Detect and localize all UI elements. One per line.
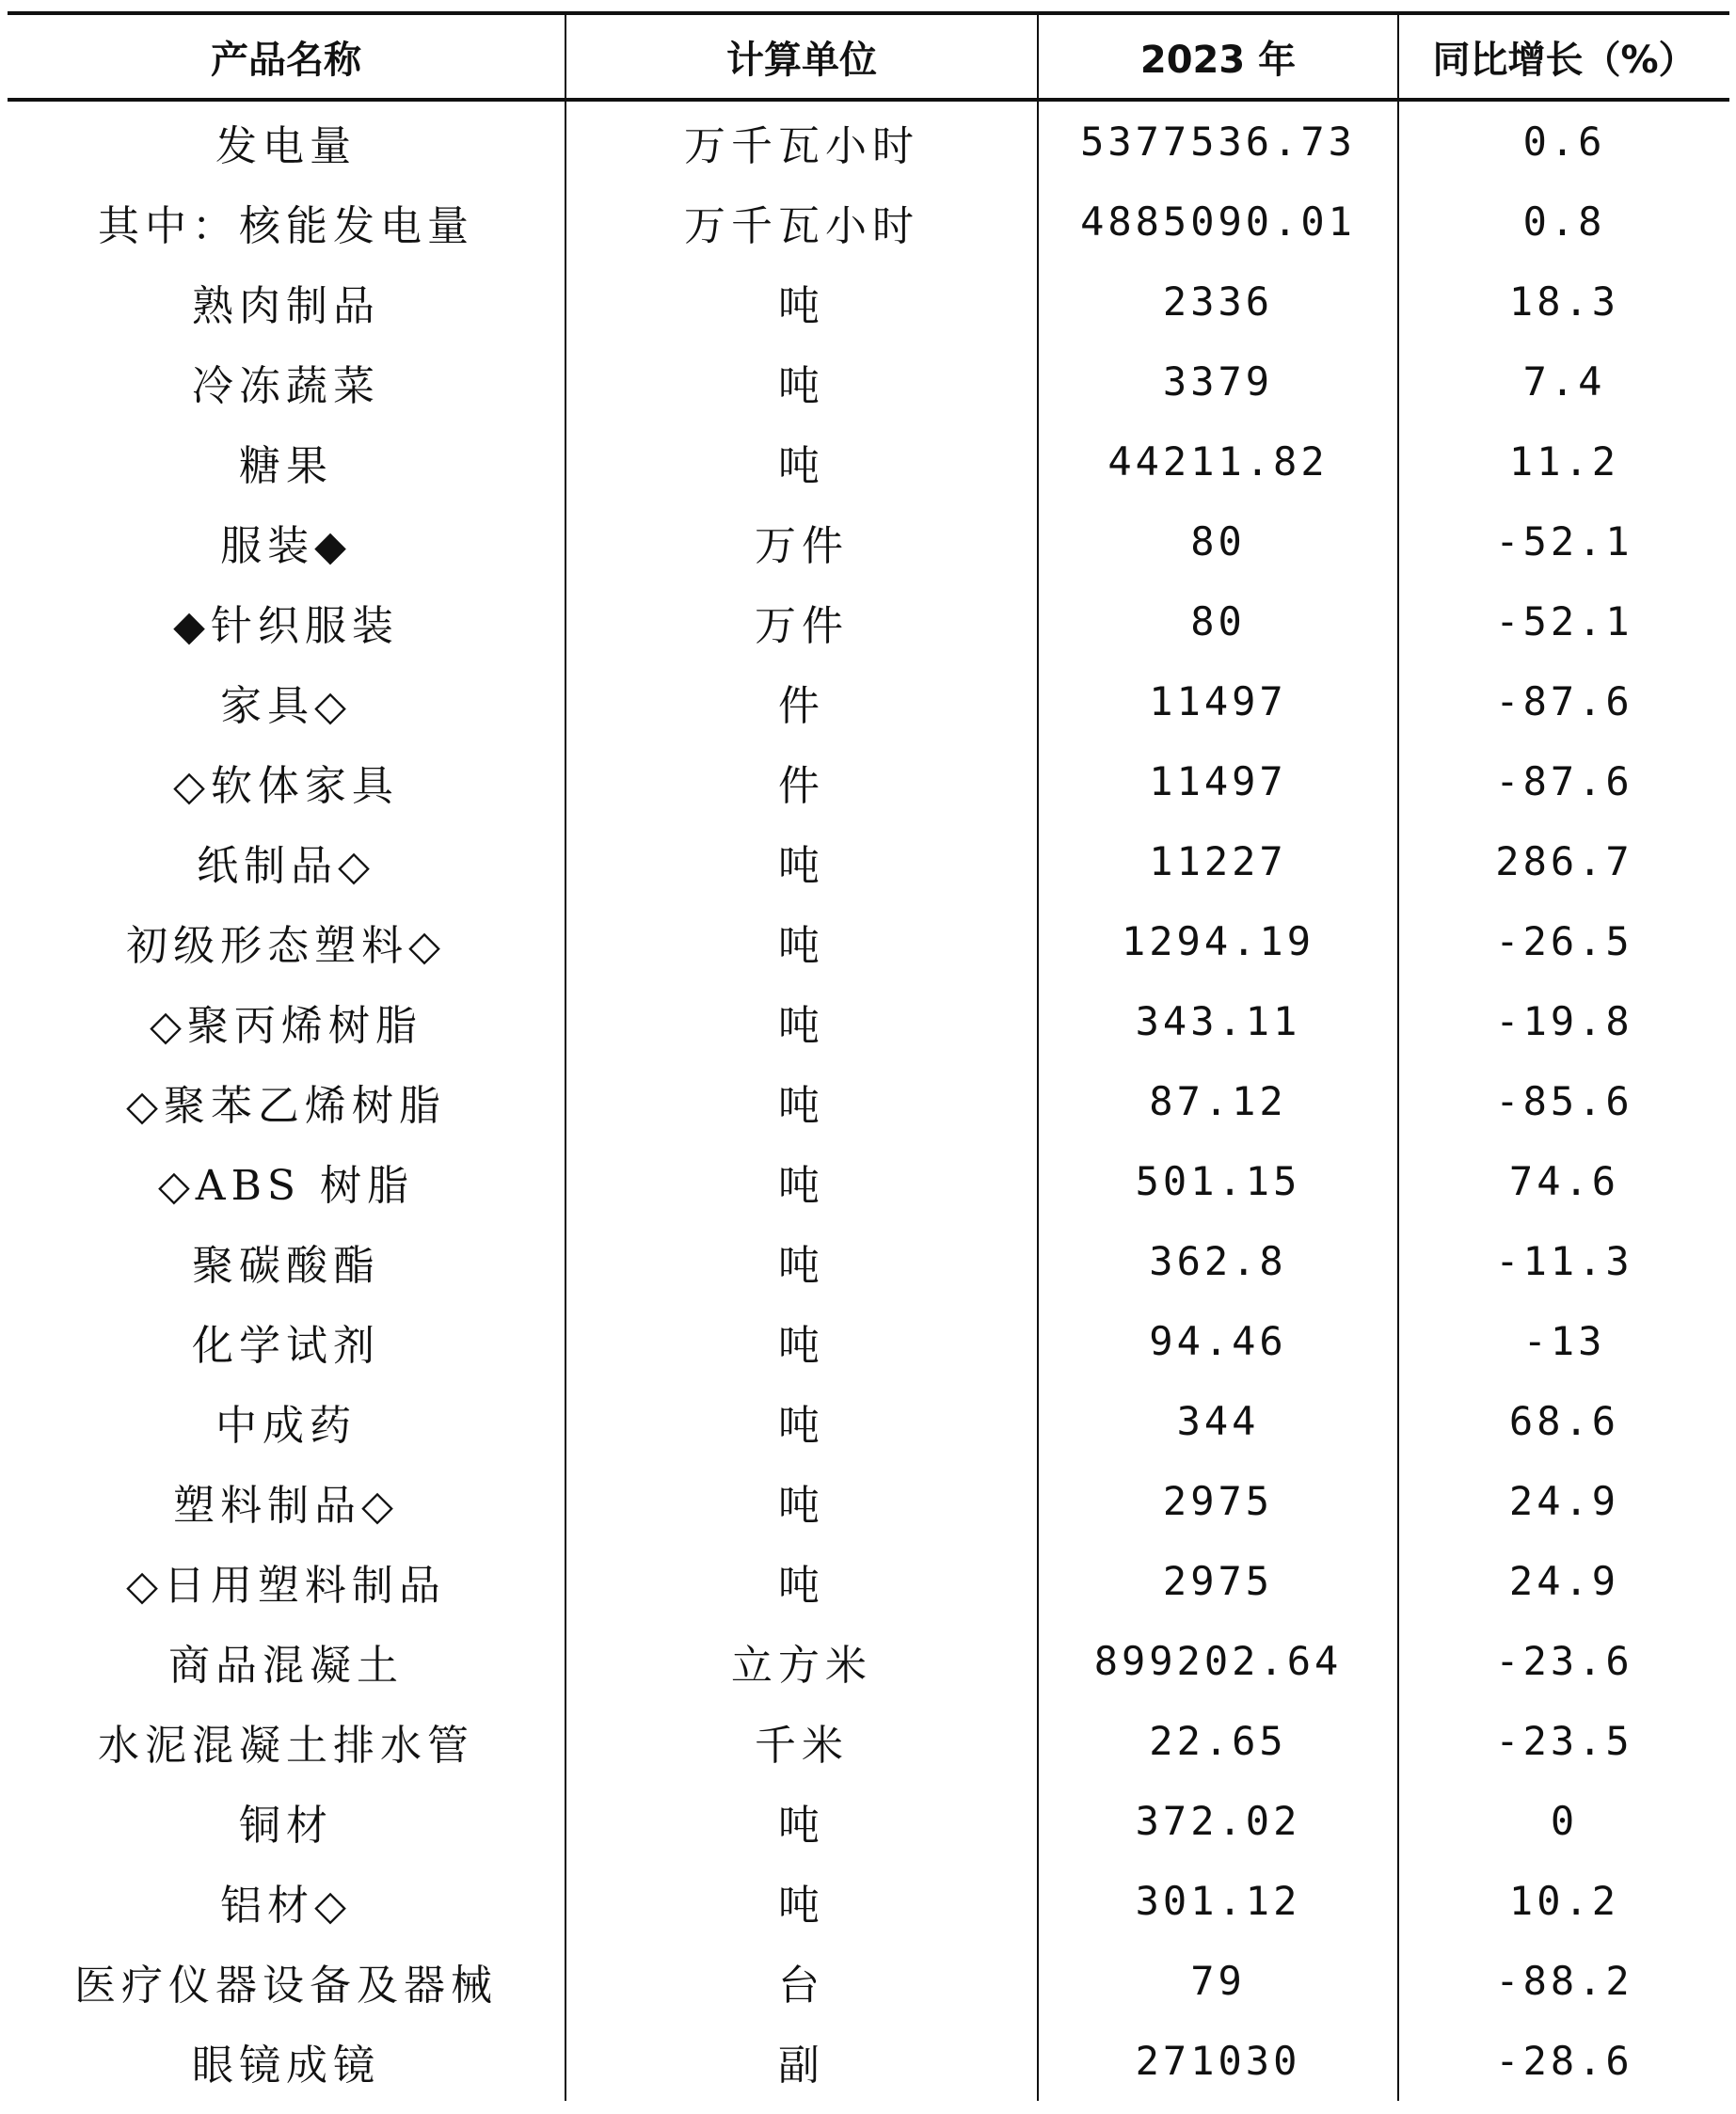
cell-unit: 吨 — [565, 1141, 1038, 1221]
cell-product-name: 服装◆ — [220, 521, 352, 570]
cell-growth: 286.7 — [1398, 821, 1729, 901]
cell-product-name: 眼镜成镜 — [192, 2041, 380, 2090]
cell-value-2023: 80 — [1038, 581, 1398, 661]
cell-unit: 吨 — [565, 1861, 1038, 1941]
cell-unit: 立方米 — [565, 1621, 1038, 1701]
cell-product-name: 水泥混凝土排水管 — [98, 1721, 474, 1770]
cell-growth: -19.8 — [1398, 981, 1729, 1061]
cell-value-2023: 22.65 — [1038, 1701, 1398, 1781]
cell-value-2023: 44211.82 — [1038, 421, 1398, 501]
cell-growth: -87.6 — [1398, 661, 1729, 741]
cell-growth: 0.8 — [1398, 182, 1729, 262]
cell-value-2023: 79 — [1038, 1941, 1398, 2021]
cell-value-2023: 1294.19 — [1038, 901, 1398, 981]
cell-growth: -23.5 — [1398, 1701, 1729, 1781]
cell-value-2023: 343.11 — [1038, 981, 1398, 1061]
cell-growth: -11.3 — [1398, 1221, 1729, 1301]
table-row — [8, 981, 1729, 1061]
cell-value-2023: 362.8 — [1038, 1221, 1398, 1301]
cell-growth: 24.9 — [1398, 1541, 1729, 1621]
table-row — [8, 2021, 1729, 2101]
cell-unit: 吨 — [565, 1381, 1038, 1461]
table-row — [8, 1701, 1729, 1781]
cell-unit: 副 — [565, 2021, 1038, 2101]
cell-growth: -52.1 — [1398, 581, 1729, 661]
product-output-table-container — [8, 11, 1729, 2101]
cell-value-2023: 11227 — [1038, 821, 1398, 901]
cell-growth: 18.3 — [1398, 262, 1729, 342]
cell-growth: -13 — [1398, 1301, 1729, 1381]
cell-value-2023: 501.15 — [1038, 1141, 1398, 1221]
header-unit: 计算单位 — [565, 13, 1038, 100]
table-row — [8, 1061, 1729, 1141]
table-row — [8, 1781, 1729, 1861]
cell-value-2023: 271030 — [1038, 2021, 1398, 2101]
table-row — [8, 1301, 1729, 1381]
table-row — [8, 501, 1729, 581]
cell-growth: -88.2 — [1398, 1941, 1729, 2021]
cell-product-name: 化学试剂 — [192, 1321, 380, 1370]
cell-product-name: 医疗仪器设备及器械 — [74, 1961, 498, 2010]
cell-growth: -26.5 — [1398, 901, 1729, 981]
table-row — [8, 421, 1729, 501]
cell-product-name: ◇ABS 树脂 — [157, 1161, 415, 1210]
cell-unit: 吨 — [565, 901, 1038, 981]
header-value-2023: 2023 年 — [1038, 13, 1398, 100]
cell-growth: 0.6 — [1398, 100, 1729, 182]
cell-product-name: 发电量 — [215, 121, 357, 170]
cell-value-2023: 5377536.73 — [1038, 100, 1398, 182]
table-body — [8, 100, 1729, 2101]
cell-growth: -23.6 — [1398, 1621, 1729, 1701]
cell-value-2023: 94.46 — [1038, 1301, 1398, 1381]
cell-value-2023: 2975 — [1038, 1461, 1398, 1541]
cell-product-name: 中成药 — [215, 1401, 357, 1450]
product-output-table — [8, 11, 1729, 2101]
cell-growth: 68.6 — [1398, 1381, 1729, 1461]
header-row — [8, 13, 1729, 100]
cell-growth: 11.2 — [1398, 421, 1729, 501]
cell-product-name: 铝材◇ — [220, 1881, 352, 1930]
cell-growth: -85.6 — [1398, 1061, 1729, 1141]
table-row — [8, 342, 1729, 421]
cell-value-2023: 344 — [1038, 1381, 1398, 1461]
cell-value-2023: 11497 — [1038, 661, 1398, 741]
table-row — [8, 262, 1729, 342]
cell-product-name: ◇聚苯乙烯树脂 — [126, 1081, 446, 1130]
cell-unit: 件 — [565, 661, 1038, 741]
cell-growth: 0 — [1398, 1781, 1729, 1861]
cell-unit: 吨 — [565, 821, 1038, 901]
cell-unit: 台 — [565, 1941, 1038, 2021]
cell-product-name: 初级形态塑料◇ — [126, 921, 446, 970]
cell-unit: 吨 — [565, 342, 1038, 421]
cell-unit: 吨 — [565, 421, 1038, 501]
cell-product-name: 塑料制品◇ — [173, 1481, 399, 1530]
header-product-name: 产品名称 — [8, 13, 565, 100]
table-row — [8, 1461, 1729, 1541]
cell-value-2023: 2336 — [1038, 262, 1398, 342]
table-row — [8, 581, 1729, 661]
table-row — [8, 1541, 1729, 1621]
cell-growth: 10.2 — [1398, 1861, 1729, 1941]
cell-product-name: ◇日用塑料制品 — [126, 1561, 446, 1610]
header-growth: 同比增长（%） — [1398, 13, 1729, 100]
cell-growth: 7.4 — [1398, 342, 1729, 421]
table-row — [8, 182, 1729, 262]
cell-value-2023: 372.02 — [1038, 1781, 1398, 1861]
cell-value-2023: 87.12 — [1038, 1061, 1398, 1141]
table-row — [8, 821, 1729, 901]
table-row — [8, 1621, 1729, 1701]
cell-unit: 吨 — [565, 1061, 1038, 1141]
cell-growth: 24.9 — [1398, 1461, 1729, 1541]
cell-product-name: 商品混凝土 — [168, 1641, 404, 1690]
cell-product-name: 糖果 — [239, 441, 333, 490]
cell-growth: -28.6 — [1398, 2021, 1729, 2101]
cell-unit: 万千瓦小时 — [565, 182, 1038, 262]
cell-product-name: ◇软体家具 — [173, 761, 399, 810]
cell-unit: 吨 — [565, 1541, 1038, 1621]
cell-growth: -52.1 — [1398, 501, 1729, 581]
cell-unit: 件 — [565, 741, 1038, 821]
cell-value-2023: 80 — [1038, 501, 1398, 581]
table-row — [8, 901, 1729, 981]
cell-product-name: ◆针织服装 — [173, 601, 399, 650]
cell-value-2023: 301.12 — [1038, 1861, 1398, 1941]
cell-value-2023: 899202.64 — [1038, 1621, 1398, 1701]
cell-growth: 74.6 — [1398, 1141, 1729, 1221]
table-row — [8, 661, 1729, 741]
cell-product-name: ◇聚丙烯树脂 — [150, 1001, 422, 1050]
cell-unit: 万件 — [565, 501, 1038, 581]
cell-unit: 吨 — [565, 1781, 1038, 1861]
cell-value-2023: 2975 — [1038, 1541, 1398, 1621]
table-row — [8, 1941, 1729, 2021]
cell-product-name: 冷冻蔬菜 — [192, 361, 380, 410]
cell-product-name: 其中：核能发电量 — [98, 201, 474, 250]
cell-value-2023: 4885090.01 — [1038, 182, 1398, 262]
table-row — [8, 1141, 1729, 1221]
cell-unit: 千米 — [565, 1701, 1038, 1781]
cell-unit: 吨 — [565, 262, 1038, 342]
cell-value-2023: 3379 — [1038, 342, 1398, 421]
cell-product-name: 家具◇ — [220, 681, 352, 730]
table-row — [8, 741, 1729, 821]
cell-unit: 万千瓦小时 — [565, 100, 1038, 182]
cell-unit: 吨 — [565, 1221, 1038, 1301]
cell-unit: 吨 — [565, 1301, 1038, 1381]
table-row — [8, 1221, 1729, 1301]
table-row — [8, 100, 1729, 182]
cell-product-name: 纸制品◇ — [197, 841, 375, 890]
table-header — [8, 13, 1729, 100]
cell-unit: 吨 — [565, 1461, 1038, 1541]
cell-unit: 吨 — [565, 981, 1038, 1061]
cell-product-name: 铜材 — [239, 1801, 333, 1850]
cell-unit: 万件 — [565, 581, 1038, 661]
table-row — [8, 1381, 1729, 1461]
cell-product-name: 聚碳酸酯 — [192, 1241, 380, 1290]
cell-growth: -87.6 — [1398, 741, 1729, 821]
cell-value-2023: 11497 — [1038, 741, 1398, 821]
cell-product-name: 熟肉制品 — [192, 281, 380, 330]
table-row — [8, 1861, 1729, 1941]
